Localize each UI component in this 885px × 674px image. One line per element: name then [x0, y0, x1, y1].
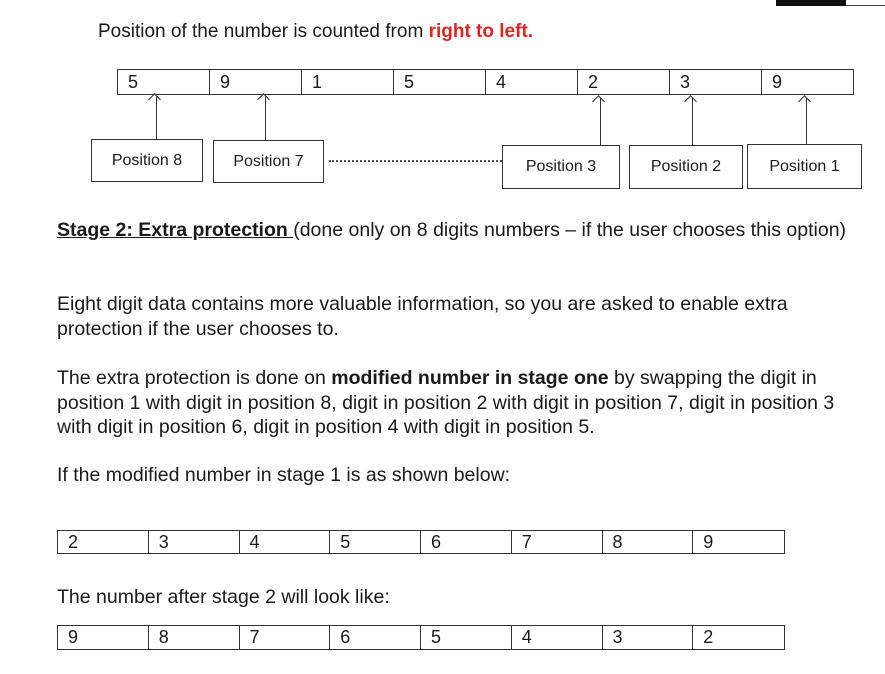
stage2-intro — [57, 218, 857, 243]
digit-cell: 2 — [58, 531, 149, 553]
digit-cell: 2 — [703, 627, 714, 647]
position-1-box: Position 1 — [747, 144, 862, 189]
digit-cell: 7 — [512, 531, 603, 553]
position-8-box: Position 8 — [91, 139, 203, 182]
arrow-up-icon — [692, 98, 693, 145]
digit-cell: 3 — [670, 70, 762, 94]
digit-cell: 3 — [603, 626, 694, 649]
page-corner-line — [846, 5, 885, 6]
digit-cell: 5 — [394, 70, 486, 94]
digit-cell: 7 — [240, 626, 331, 649]
before-digit-row — [57, 530, 785, 554]
number-digit-row — [117, 69, 854, 95]
arrow-up-icon — [265, 96, 266, 140]
digit-cell: 5 — [118, 70, 210, 94]
dotted-ellipsis-line — [329, 160, 502, 162]
stage2-title: Stage 2: Extra protection — [57, 219, 294, 241]
para2-text-rest: by swapping the digit in position 1 with digit in position 8, digit in position 2 with digit in position 7, digit in position 3 with digit in position 6, digit in position 4 with digit in position 5. — [57, 367, 835, 438]
position-2-box: Position 2 — [629, 145, 743, 189]
digit-cell: 9 — [703, 532, 714, 552]
digit-cell: 9 — [210, 70, 302, 94]
digit-cell: 2 — [578, 70, 670, 94]
position-3-box: Position 3 — [502, 145, 620, 189]
digit-cell: 8 — [149, 626, 240, 649]
stage2-paragraph-2 — [57, 366, 857, 440]
digit-cell: 1 — [302, 70, 394, 94]
digit-cell: 4 — [486, 70, 578, 94]
para2-text: The extra protection is done on — [57, 367, 332, 389]
stage2-paragraph-1: Eight digit data contains more valuable information, so you are asked to enable extra protection if the user chooses to. — [57, 293, 788, 340]
digit-cell: 6 — [330, 626, 421, 649]
position-heading — [98, 21, 533, 43]
heading-highlight: right to left. — [428, 21, 534, 42]
para2-bold: modified number in stage one — [331, 367, 609, 389]
digit-cell: 8 — [603, 531, 694, 553]
stage2-title-rest: (done only on 8 digits numbers – if the user chooses this option) — [293, 219, 847, 241]
digit-cell: 9 — [772, 72, 783, 92]
digit-cell: 4 — [512, 626, 603, 649]
page-corner-bar — [776, 0, 846, 6]
arrow-up-icon — [806, 98, 807, 144]
digit-cell: 4 — [240, 531, 331, 553]
digit-cell: 5 — [330, 531, 421, 553]
digit-cell: 5 — [421, 626, 512, 649]
position-7-box: Position 7 — [213, 140, 324, 183]
digit-cell: 3 — [149, 531, 240, 553]
heading-text: Position of the number is counted from — [98, 21, 429, 42]
digit-cell: 6 — [421, 531, 512, 553]
after-digit-row — [57, 625, 785, 650]
arrow-up-icon — [600, 98, 601, 145]
arrow-up-icon — [156, 96, 157, 139]
digit-cell: 9 — [58, 626, 149, 649]
stage2-paragraph-4: The number after stage 2 will look like: — [57, 586, 390, 608]
stage2-paragraph-3: If the modified number in stage 1 is as shown below: — [57, 464, 511, 486]
